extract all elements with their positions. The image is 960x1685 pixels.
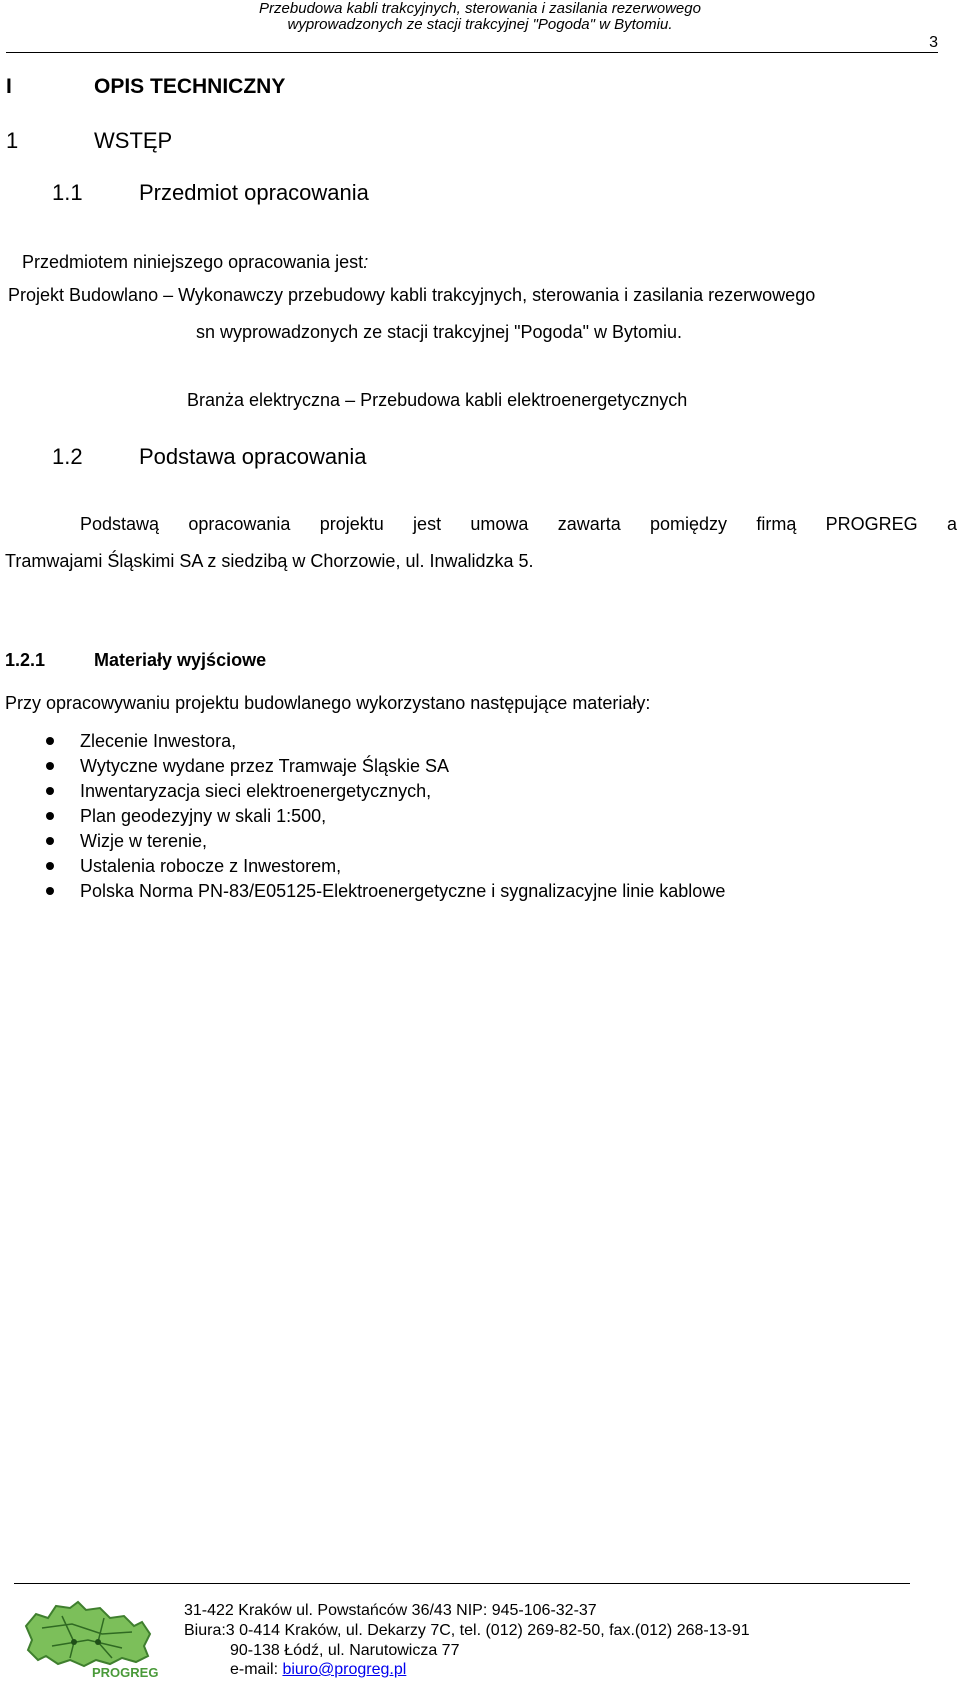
- company-logo: [12, 1596, 162, 1680]
- list-item: Wytyczne wydane przez Tramwaje Śląskie SA: [80, 754, 725, 779]
- header-divider: [6, 52, 938, 53]
- bullet-icon: [46, 737, 54, 745]
- branch-line: Branża elektryczna – Przebudowa kabli elektroenergetycznych: [187, 390, 688, 410]
- list-item: Wizje w terenie,: [80, 829, 725, 854]
- footer-address-line3: 90-138 Łódź, ul. Narutowicza 77: [230, 1642, 460, 1659]
- subject-intro-colon: :: [363, 252, 369, 272]
- footer-email: [230, 1659, 406, 1680]
- running-header-line1: Przebudowa kabli trakcyjnych, sterowania i zasilania rezerwowego: [259, 0, 701, 17]
- running-header-line2: wyprowadzonych ze stacji trakcyjnej "Pogoda" w Bytomiu.: [287, 16, 673, 33]
- logo-label: PROGREG: [92, 1665, 159, 1680]
- materials-list: [80, 729, 725, 904]
- project-title-line2: sn wyprowadzonych ze stacji trakcyjnej "Pogoda" w Bytomiu.: [196, 322, 682, 342]
- email-label: e-mail:: [230, 1661, 283, 1678]
- bullet-icon: [46, 862, 54, 870]
- subject-intro-text: Przedmiotem niniejszego opracowania jest: [22, 252, 364, 272]
- list-item: Plan geodezyjny w skali 1:500,: [80, 804, 725, 829]
- map-logo-icon: [12, 1596, 162, 1680]
- bullet-icon: [46, 887, 54, 895]
- materials-intro: Przy opracowywaniu projektu budowlanego wykorzystano następujące materiały:: [5, 693, 651, 713]
- section-title-1-2: Podstawa opracowania: [139, 444, 367, 469]
- part-number: I: [6, 75, 12, 98]
- basis-paragraph-line2: Tramwajami Śląskimi SA z siedzibą w Chorzowie, ul. Inwalidzka 5.: [5, 551, 534, 571]
- list-item: Zlecenie Inwestora,: [80, 729, 725, 754]
- page-number: 3: [929, 34, 938, 51]
- bullet-icon: [46, 812, 54, 820]
- section-number-1-2: 1.2: [52, 444, 83, 469]
- footer-address-line1: 31-422 Kraków ul. Powstańców 36/43 NIP: 945-106-32-37: [184, 1602, 597, 1619]
- chapter-number: 1: [6, 128, 19, 153]
- section-title-1-2-1: Materiały wyjściowe: [94, 650, 267, 670]
- project-title-line1: Projekt Budowlano – Wykonawczy przebudowy kabli trakcyjnych, sterowania i zasilania rezerwowego: [8, 285, 816, 305]
- list-item: Polska Norma PN-83/E05125-Elektroenergetyczne i sygnalizacyjne linie kablowe: [80, 879, 725, 904]
- part-title: OPIS TECHNICZNY: [94, 75, 286, 98]
- footer-address-line2: Biura:3 0-414 Kraków, ul. Dekarzy 7C, tel. (012) 269-82-50, fax.(012) 268-13-91: [184, 1622, 750, 1639]
- section-number-1-2-1: 1.2.1: [5, 650, 46, 670]
- bullet-icon: [46, 837, 54, 845]
- subject-intro: [22, 252, 368, 273]
- list-item: Inwentaryzacja sieci elektroenergetycznych,: [80, 779, 725, 804]
- footer-divider: [14, 1583, 910, 1584]
- email-link[interactable]: biuro@progreg.pl: [282, 1661, 407, 1678]
- section-title-1-1: Przedmiot opracowania: [139, 180, 369, 205]
- basis-paragraph-line1: Podstawą opracowania projektu jest umowa zawarta pomiędzy firmą PROGREG a: [80, 514, 957, 534]
- list-item: Ustalenia robocze z Inwestorem,: [80, 854, 725, 879]
- bullet-icon: [46, 787, 54, 795]
- chapter-title: WSTĘP: [94, 128, 173, 153]
- bullet-icon: [46, 762, 54, 770]
- section-number-1-1: 1.1: [52, 180, 83, 205]
